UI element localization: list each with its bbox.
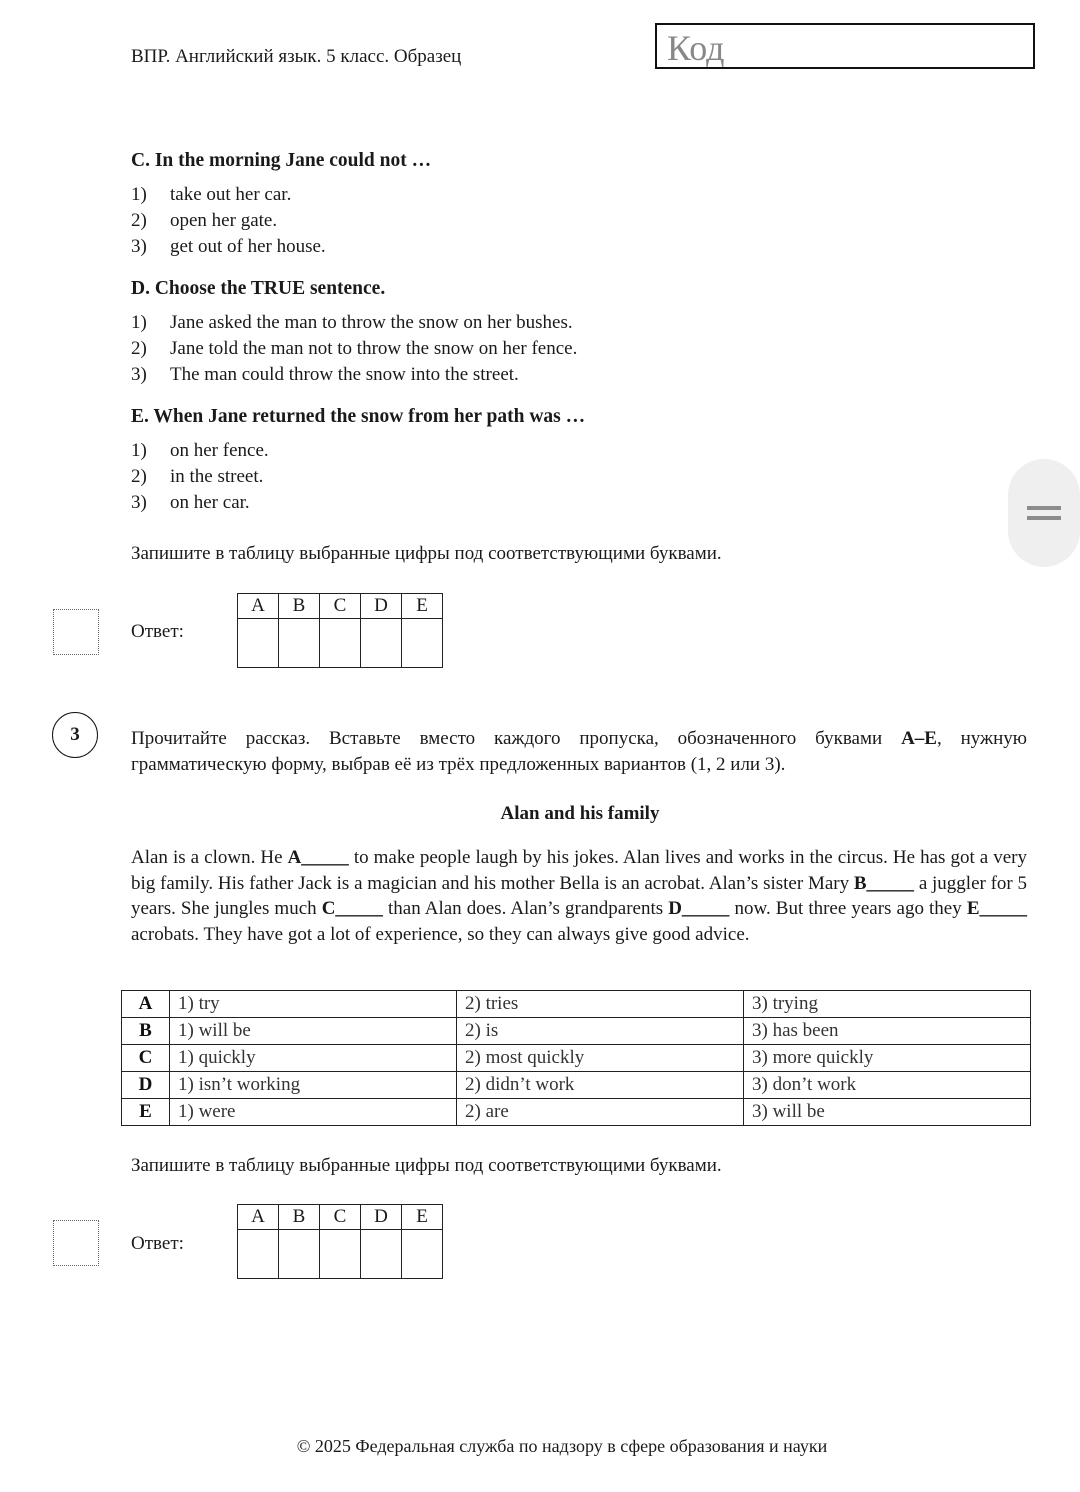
option: 1) take out her car.: [131, 184, 292, 205]
option: 2) Jane told the man not to throw the snow on her fence.: [131, 338, 578, 359]
table-row: B 1) will be 2) is 3) has been: [122, 1018, 1031, 1045]
table-row: E 1) were 2) are 3) will be: [122, 1099, 1031, 1126]
option: 1) Jane asked the man to throw the snow on her bushes.: [131, 312, 573, 333]
score-box[interactable]: [53, 1220, 99, 1266]
answer-table: [237, 593, 443, 668]
page-header-title: ВПР. Английский язык. 5 класс. Образец: [131, 46, 462, 67]
scroll-handle[interactable]: [1008, 459, 1080, 567]
question-c-prompt: C. In the morning Jane could not …: [131, 150, 432, 171]
answer-label: Ответ:: [131, 621, 184, 642]
task-instruction: Прочитайте рассказ. Вставьте вместо каждого пропуска, обозначенного буквами A–E, нужную грамматическую форму, выбрав её из трёх предложенных вариантов (1, 2 или 3).: [131, 728, 1027, 775]
options-table: [121, 990, 1031, 1126]
answer-cell-a[interactable]: [238, 1230, 279, 1279]
code-label: Код: [667, 28, 725, 68]
answer-col-c: C: [320, 594, 361, 619]
gap-a: A_____: [287, 847, 349, 868]
table-row: D 1) isn’t working 2) didn’t work 3) don’t work: [122, 1072, 1031, 1099]
table-row: A 1) try 2) tries 3) trying: [122, 991, 1031, 1018]
question-e-options: [131, 438, 269, 516]
option: 3) on her car.: [131, 492, 250, 513]
answer-cell-d[interactable]: [361, 619, 402, 668]
option: 3) get out of her house.: [131, 236, 326, 257]
question-c-options: [131, 182, 326, 260]
score-box[interactable]: [53, 609, 99, 655]
answer-cell-e[interactable]: [402, 619, 443, 668]
drag-handle-icon: [1027, 516, 1061, 520]
answer-label: Ответ:: [131, 1233, 184, 1254]
gap-e: E_____: [966, 898, 1027, 920]
task-number-badge: 3: [52, 712, 98, 758]
gap-c: C_____: [321, 898, 383, 920]
option: 2) open her gate.: [131, 210, 278, 231]
story-title: Alan and his family: [500, 803, 660, 824]
option: 1) on her fence.: [131, 440, 269, 461]
answer-col-e: E: [402, 594, 443, 619]
answer-cell-b[interactable]: [279, 619, 320, 668]
answer-col-d: D: [361, 1205, 402, 1230]
option: 3) The man could throw the snow into the street.: [131, 364, 519, 385]
answer-col-e: E: [402, 1205, 443, 1230]
question-e-prompt: E. When Jane returned the snow from her path was …: [131, 406, 586, 427]
answer-cell-a[interactable]: [238, 619, 279, 668]
question-d-prompt: D. Choose the TRUE sentence.: [131, 278, 386, 299]
answer-col-d: D: [361, 594, 402, 619]
question-d-options: [131, 310, 577, 388]
gap-d: D_____: [668, 898, 730, 920]
answer-col-b: B: [279, 1205, 320, 1230]
answer-cell-c[interactable]: [320, 1230, 361, 1279]
table-row: C 1) quickly 2) most quickly 3) more quickly: [122, 1045, 1031, 1072]
answer-col-a: A: [238, 594, 279, 619]
answer-cell-e[interactable]: [402, 1230, 443, 1279]
answer-instruction: Запишите в таблицу выбранные цифры под соответствующими буквами.: [131, 1155, 722, 1176]
answer-cell-c[interactable]: [320, 619, 361, 668]
code-field[interactable]: [655, 23, 1035, 69]
answer-instruction: Запишите в таблицу выбранные цифры под соответствующими буквами.: [131, 543, 722, 564]
drag-handle-icon: [1027, 506, 1061, 510]
answer-cell-b[interactable]: [279, 1230, 320, 1279]
gap-b: B_____: [853, 872, 915, 894]
answer-col-a: A: [238, 1205, 279, 1230]
option: 2) in the street.: [131, 466, 264, 487]
story-text: Alan is a clown. He A_____ to make people laugh by his jokes. Alan lives and works in the circus. He has got a very big family. His father Jack is a magician and his mother Bella is an acrobat. Alan’s sister Mary B_____ a juggler for 5 years. She jungles much C_____ than Alan does. Alan’s grandparents D_____ now. But three years ago they E_____ acrobats. They have got a lot of experience, so they can always give good advice.: [131, 847, 1028, 945]
answer-cell-d[interactable]: [361, 1230, 402, 1279]
answer-col-b: B: [279, 594, 320, 619]
footer-copyright: © 2025 Федеральная служба по надзору в сфере образования и науки: [296, 1436, 828, 1456]
answer-table: [237, 1204, 443, 1279]
answer-col-c: C: [320, 1205, 361, 1230]
